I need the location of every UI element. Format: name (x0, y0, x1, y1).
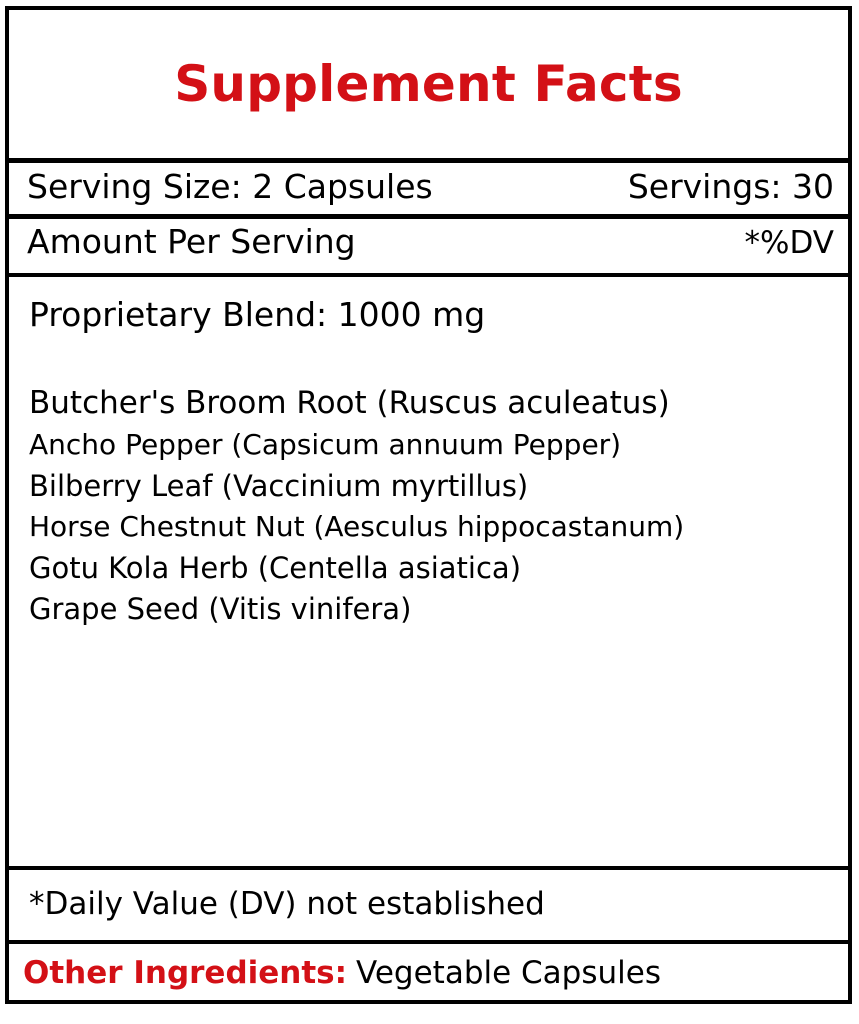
footnote-block (9, 870, 848, 944)
amount-per-serving-row (9, 219, 848, 277)
list-item: Gotu Kola Herb (Centella asiatica) (29, 550, 522, 585)
servings-count-text: Servings: 30 (627, 167, 834, 206)
page-title: Supplement Facts (174, 55, 683, 113)
title-block (9, 10, 848, 163)
daily-value-header: *%DV (744, 225, 834, 261)
serving-size-text: Serving Size: 2 Capsules (27, 167, 433, 206)
ingredient-list (29, 381, 836, 632)
amount-per-serving-label: Amount Per Serving (27, 222, 356, 261)
other-ingredients-label: Other Ingredients: (23, 954, 348, 991)
proprietary-blend-line: Proprietary Blend: 1000 mg (29, 295, 486, 334)
list-item: Butcher's Broom Root (Ruscus aculeatus) (29, 384, 670, 421)
daily-value-footnote: *Daily Value (DV) not established (29, 885, 545, 922)
list-item: Grape Seed (Vitis vinifera) (29, 592, 412, 627)
supplement-facts-panel (5, 6, 852, 1004)
list-item: Bilberry Leaf (Vaccinium myrtillus) (29, 468, 529, 503)
list-item: Ancho Pepper (Capsicum annuum Pepper) (29, 428, 622, 462)
other-ingredients-row (9, 944, 848, 1000)
list-item: Horse Chestnut Nut (Aesculus hippocastanum) (29, 510, 685, 544)
ingredients-block (9, 277, 848, 870)
other-ingredients-value: Vegetable Capsules (356, 954, 661, 991)
serving-row (9, 163, 848, 219)
